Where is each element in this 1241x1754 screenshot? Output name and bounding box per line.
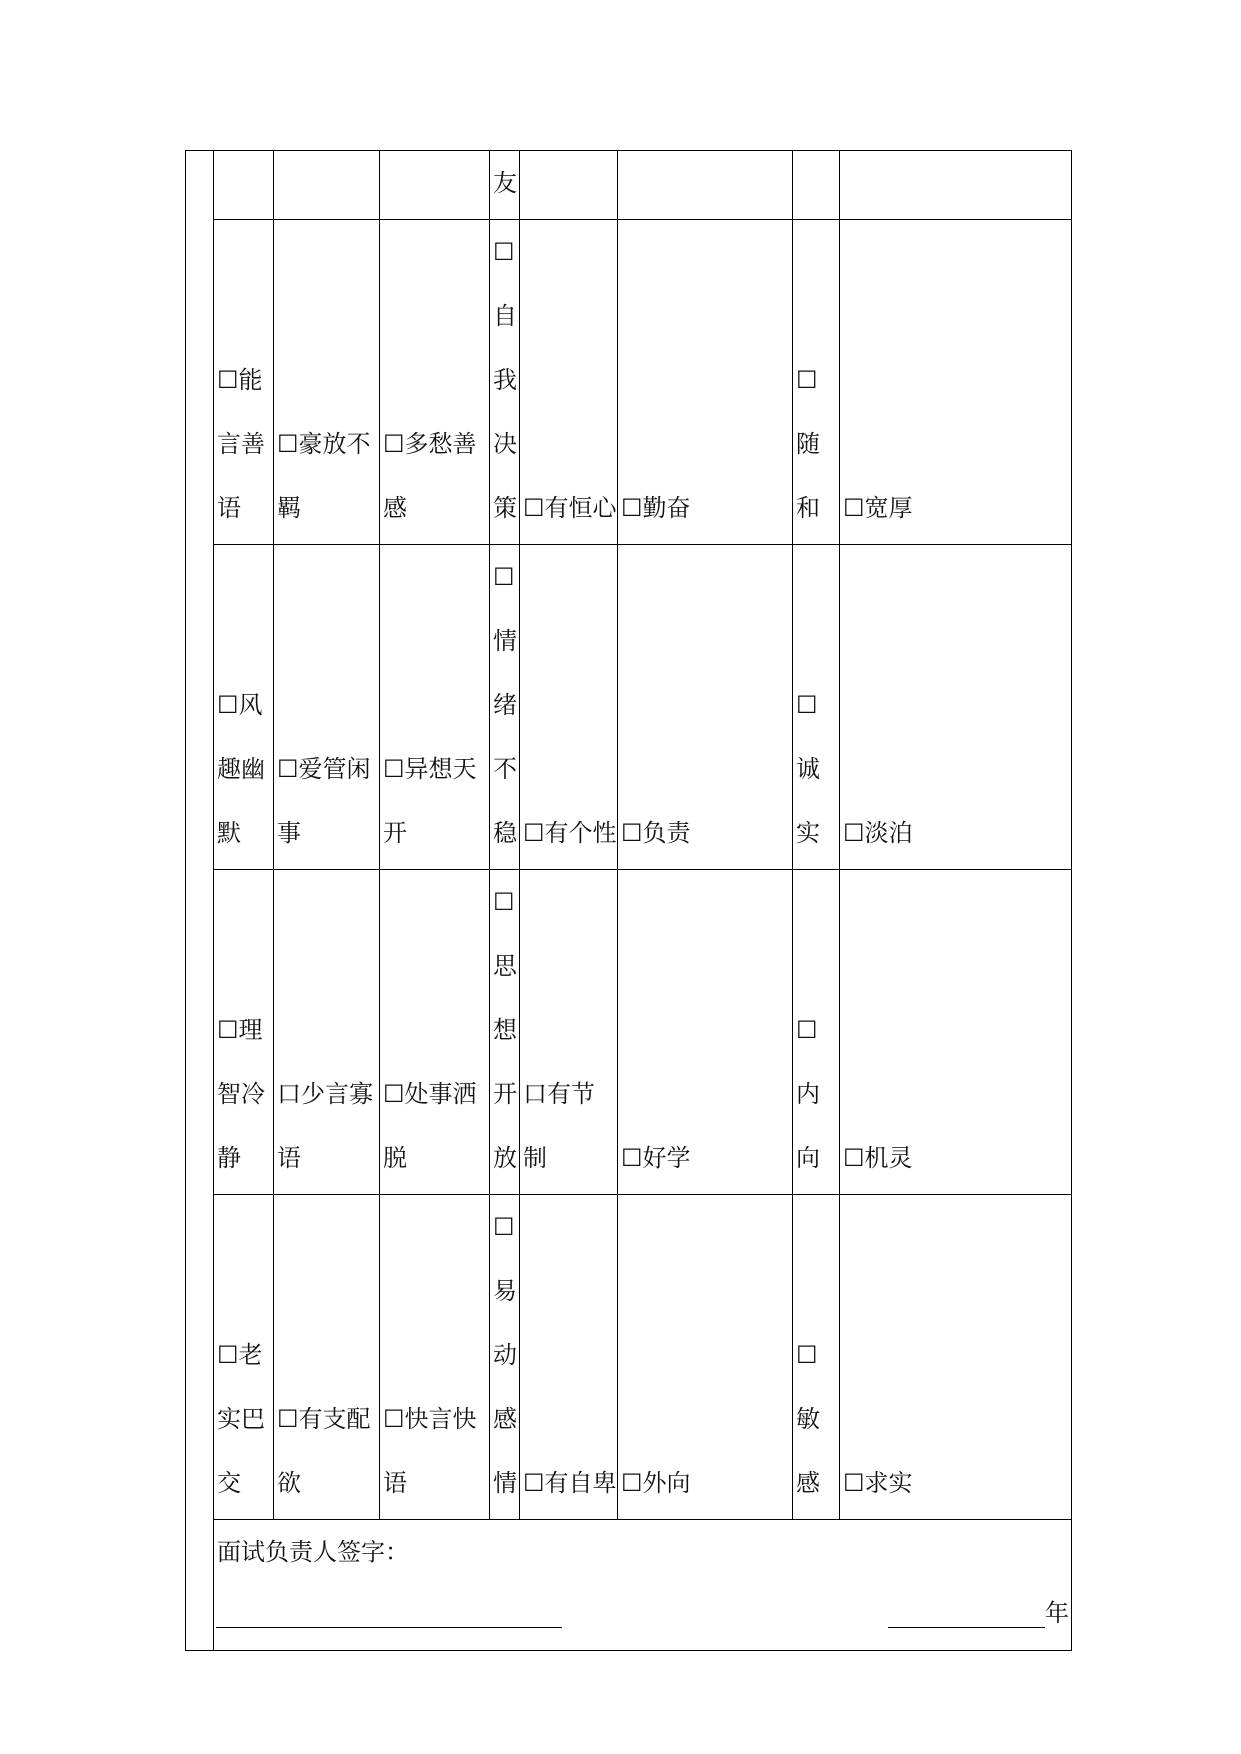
left-rail-cell [186,151,214,1651]
checkbox-option[interactable]: ☐多愁善感 [380,220,490,545]
table-cell: 友 [490,151,520,220]
table-cell [618,151,793,220]
checkbox-option[interactable]: ☐机灵 [840,870,1072,1195]
signature-label: 面试负责人签字： [217,1538,409,1566]
checkbox-option[interactable]: ☐勤奋 [618,220,793,545]
table-row-top [186,151,1072,220]
table-row [186,1195,1072,1520]
table-row [186,870,1072,1195]
checkbox-option[interactable]: ☐爱管闲事 [274,545,380,870]
checkbox-option[interactable]: ☐老实巴交 [214,1195,274,1520]
checkbox-option[interactable]: ☐有个性 [520,545,618,870]
checkbox-option[interactable]: ☐豪放不羁 [274,220,380,545]
checkbox-option[interactable]: ☐宽厚 [840,220,1072,545]
checkbox-option[interactable]: ☐好学 [618,870,793,1195]
year-line[interactable] [888,1627,1045,1628]
checkbox-option[interactable]: ☐外向 [618,1195,793,1520]
checkbox-option[interactable]: ☐有恒心 [520,220,618,545]
checkbox-option[interactable]: ☐有自卑 [520,1195,618,1520]
table-cell [793,151,840,220]
signature-row [186,1520,1072,1651]
checkbox-option[interactable]: ☐自我决策 [490,220,520,545]
checkbox-option[interactable]: ☐有支配欲 [274,1195,380,1520]
checkbox-option[interactable]: ☐快言快语 [380,1195,490,1520]
checkbox-option[interactable]: ☐敏感 [793,1195,840,1520]
checkbox-option[interactable]: ☐易动感情 [490,1195,520,1520]
checkbox-option[interactable]: ☐异想天开 [380,545,490,870]
table-row [186,545,1072,870]
table-cell [840,151,1072,220]
table-cell [520,151,618,220]
table-cell [214,151,274,220]
table-cell [274,151,380,220]
signature-line[interactable] [216,1627,562,1628]
checkbox-option[interactable]: ☐处事洒脱 [380,870,490,1195]
checkbox-option[interactable]: ☐情绪不稳 [490,545,520,870]
trait-checklist-table [185,150,1072,1651]
checkbox-option[interactable]: 口有节制 [520,870,618,1195]
checkbox-option[interactable]: ☐淡泊 [840,545,1072,870]
checkbox-option[interactable]: ☐诚实 [793,545,840,870]
checkbox-option[interactable]: ☐能言善语 [214,220,274,545]
checkbox-option[interactable]: ☐随和 [793,220,840,545]
signature-cell [214,1520,1072,1651]
checkbox-option[interactable]: ☐理智冷静 [214,870,274,1195]
table-row [186,220,1072,545]
checkbox-option[interactable]: 口少言寡语 [274,870,380,1195]
year-label: 年 [1045,1599,1069,1627]
checkbox-option[interactable]: ☐负责 [618,545,793,870]
checkbox-option[interactable]: ☐风趣幽默 [214,545,274,870]
table-cell [380,151,490,220]
checkbox-option[interactable]: ☐内向 [793,870,840,1195]
checkbox-option[interactable]: ☐求实 [840,1195,1072,1520]
checkbox-option[interactable]: ☐思想开放 [490,870,520,1195]
